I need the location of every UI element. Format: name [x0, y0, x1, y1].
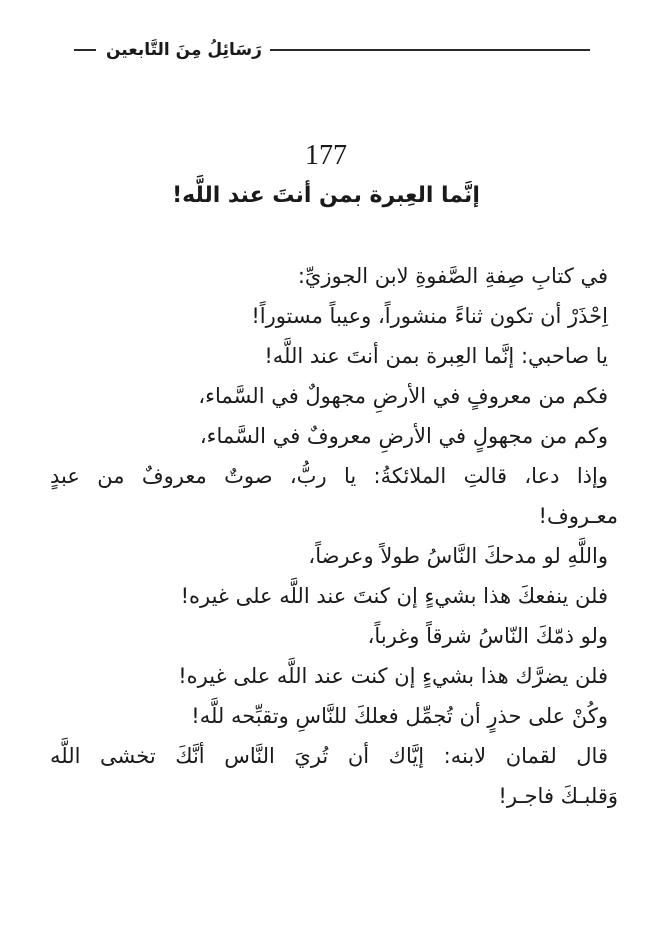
body-line: معـروف! — [538, 504, 618, 528]
body-line: وإذا دعا، قالتِ الملائكةُ: يا ربُّ، صوتٌ معروفٌ من عبدٍ — [50, 464, 608, 488]
running-head — [74, 38, 590, 62]
book-title: رَسَائِلُ مِنَ التَّابعين — [106, 40, 262, 60]
page-number: 177 — [305, 140, 347, 171]
header-dash-rule — [74, 49, 96, 51]
body-line: وَقلبـكَ فاجـر! — [498, 784, 618, 808]
chapter-title: إنَّما العِبرة بمن أنتَ عند اللَّه! — [172, 183, 480, 208]
body-line: وكم من مجهولٍ في الأرضِ معروفٌ في السَّماء، — [199, 424, 608, 448]
book-page — [0, 38, 652, 938]
body-line: قال لقمان لابنه: إيَّاك أن تُريَ النَّاس أنَّكَ تخشى اللَّه — [50, 744, 608, 768]
body-line: واللَّهِ لو مدحكَ النَّاسُ طولاً وعرضاً، — [308, 544, 608, 568]
body-text — [50, 256, 618, 816]
body-line: ولو ذمّكَ النّاسُ شرقاً وغرباً، — [367, 624, 608, 648]
body-line: اِحْذَرْ أن تكون ثناءً منشوراً، وعيباً مستوراً! — [251, 304, 608, 328]
body-line: يا صاحبي: إنَّما العِبرة بمن أنتَ عند اللَّه! — [264, 344, 608, 368]
body-line: وكُنْ على حذرٍ أن تُجمِّل فعلكَ للنَّاسِ وتقبِّحه للَّه! — [191, 704, 608, 728]
header-long-rule — [270, 49, 590, 51]
body-line: فلن يضرَّك هذا بشيءٍ إن كنت عند اللَّه على غيره! — [178, 664, 608, 688]
body-line: في كتابِ صِفةِ الصَّفوةِ لابن الجوزيِّ: — [297, 264, 608, 288]
body-line: فلن ينفعكَ هذا بشيءٍ إن كنتَ عند اللَّه على غيره! — [180, 584, 608, 608]
body-line: فكم من معروفٍ في الأرضِ مجهولٌ في السَّماء، — [198, 384, 608, 408]
